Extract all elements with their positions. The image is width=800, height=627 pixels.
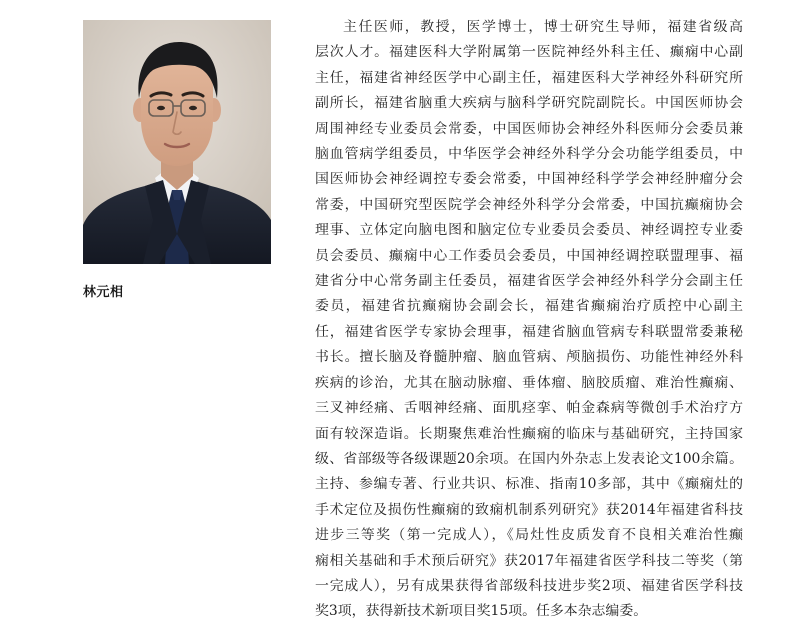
bio-line: 常委，中国研究型医院学会神经外科学分会常委，中国抗癫痫协会 xyxy=(315,196,743,213)
bio-line: 手术定位及损伤性癫痫的致痫机制系列研究》获2014年福建省科技 xyxy=(315,501,743,518)
bio-line: 脑血管病学组委员，中华医学会神经外科学分会功能学组委员，中 xyxy=(315,146,743,163)
bio-line: 国医师协会神经调控专委会常委，中国神经科学学会神经肿瘤分会 xyxy=(315,171,743,188)
bio-line: 主任医师，教授，医学博士，博士研究生导师，福建省级高 xyxy=(343,19,743,35)
bio-line: 书长。擅长脑及脊髓肿瘤、脑血管病、颅脑损伤、功能性神经外科 xyxy=(315,349,743,366)
left-eye xyxy=(157,106,165,110)
biography-text xyxy=(315,15,743,625)
bio-line: 级、省部级等各级课题20余项。在国内外杂志上发表论文100余篇。 xyxy=(315,450,743,467)
bio-line: 疾病的诊治，尤其在脑动脉瘤、垂体瘤、脑胶质瘤、难治性癫痫、 xyxy=(315,374,743,391)
bio-line: 任，福建省医学专家协会理事，福建省脑血管病专科联盟常委兼秘 xyxy=(315,323,743,340)
bio-line: 建省分中心常务副主任委员，福建省医学会神经外科学分会副主任 xyxy=(315,273,743,290)
bio-line: 痫相关基础和手术预后研究》获2017年福建省医学科技二等奖（第 xyxy=(315,552,743,569)
right-eye xyxy=(189,106,197,110)
bio-line: 员会委员、癫痫中心工作委员会委员，中国神经调控联盟理事、福 xyxy=(315,247,743,264)
bio-line: 进步三等奖（第一完成人），《局灶性皮质发育不良相关难治性癫 xyxy=(315,527,743,544)
bio-line: 副所长，福建省脑重大疾病与脑科学研究院副院长。中国医师协会 xyxy=(315,95,743,112)
bio-line: 周围神经专业委员会常委，中国医师协会神经外科医师分会委员兼 xyxy=(315,120,743,137)
bio-line: 主持、参编专著、行业共识、标准、指南10多部，其中《癫痫灶的 xyxy=(315,476,743,493)
bio-line: 主任，福建省神经医学中心副主任，福建医科大学神经外科研究所 xyxy=(315,69,743,86)
bio-line: 三叉神经痛、舌咽神经痛、面肌痉挛、帕金森病等微创手术治疗方 xyxy=(315,400,743,417)
person-name: 林元相 xyxy=(83,285,124,300)
bio-line: 面有较深造诣。长期聚焦难治性癫痫的临床与基础研究，主持国家 xyxy=(315,425,743,442)
bio-line: 层次人才。福建医科大学附属第一医院神经外科主任、癫痫中心副 xyxy=(315,44,743,61)
portrait-illustration xyxy=(83,20,271,264)
bio-line: 一完成人），另有成果获得省部级科技进步奖2项、福建省医学科技 xyxy=(315,577,743,594)
bio-line: 理事、立体定向脑电图和脑定位专业委员会委员、神经调控专业委 xyxy=(315,222,743,239)
portrait-photo xyxy=(83,20,271,264)
bio-line: 委员，福建省抗癫痫协会副会长，福建省癫痫治疗质控中心副主 xyxy=(315,298,743,315)
bio-line: 奖3项，获得新技术新项目奖15项。任多本杂志编委。 xyxy=(315,603,648,620)
